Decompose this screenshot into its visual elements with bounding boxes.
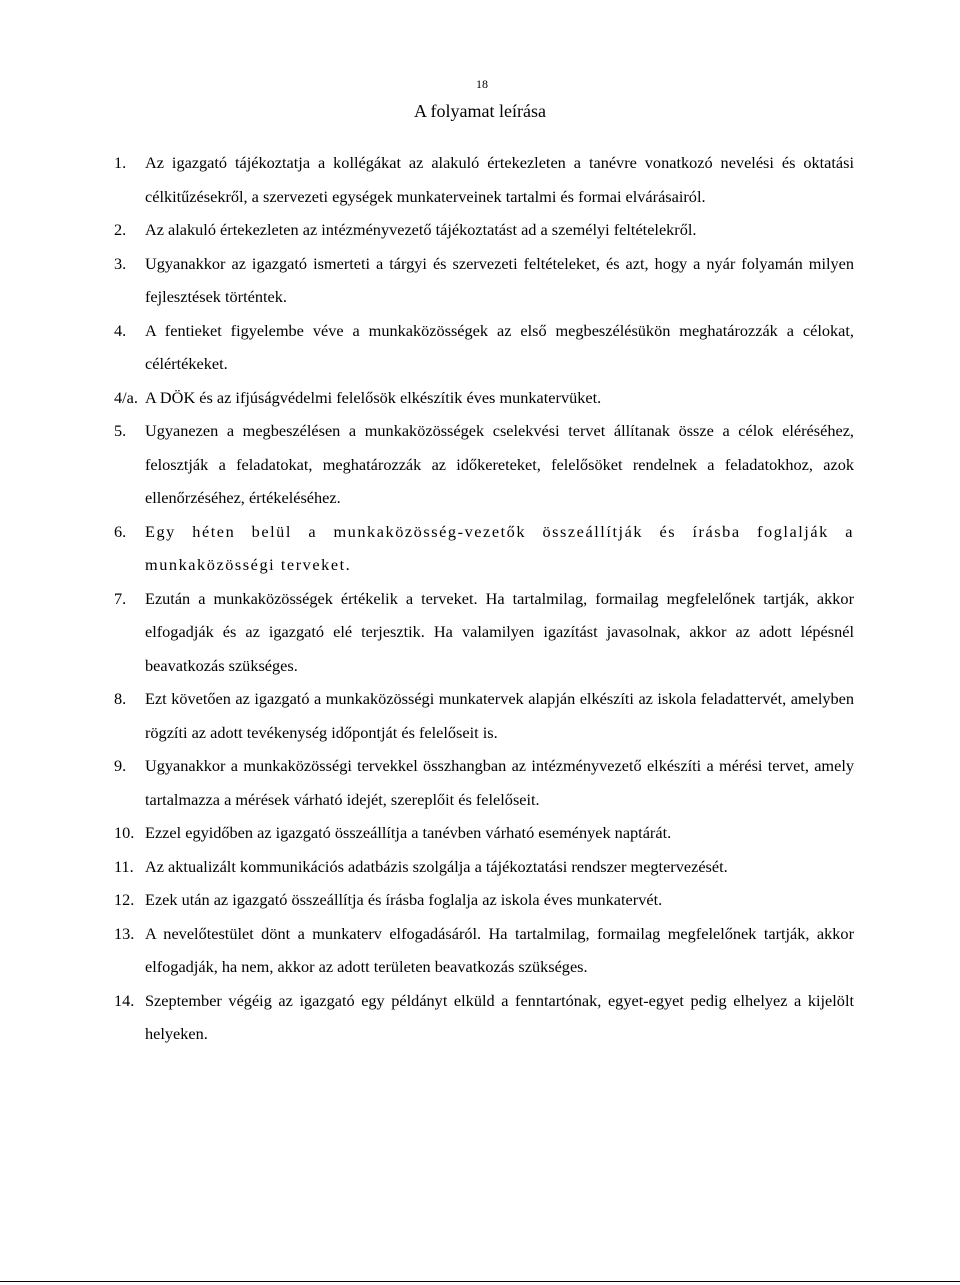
list-item [114, 816, 854, 850]
step-number: 2. [114, 220, 127, 239]
step-text: Ugyanakkor az igazgató ismerteti a tárgyi és szervezeti feltételeket, és azt, hogy a nyár folyamán milyen fejlesztések történtek. [145, 253, 854, 306]
step-text: A fentieket figyelembe véve a munkaközösségek az első megbeszélésükön meghatározzák a célokat, célértékeket. [145, 320, 854, 373]
step-number: 6. [114, 521, 127, 541]
list-item [114, 850, 854, 884]
process-steps-list [114, 146, 854, 1051]
step-text: Az aktualizált kommunikációs adatbázis szolgálja a tájékoztatási rendszer megtervezését. [145, 856, 728, 876]
step-text: Ezzel egyidőben az igazgató összeállítja a tanévben várható események naptárát. [145, 823, 672, 842]
page-number: 18 [476, 77, 488, 91]
step-number: 13. [114, 923, 135, 943]
step-text: Az alakuló értekezleten az intézményvezető tájékoztatást ad a személyi feltételekről. [145, 220, 697, 239]
step-number: 5. [114, 421, 127, 440]
step-number: 12. [114, 890, 135, 909]
list-item [114, 682, 854, 749]
step-text: Egy héten belül a munkaközösség-vezetők összeállítják és írásba foglalják a munkaközösségi terveket. [145, 521, 854, 574]
list-item [114, 381, 854, 415]
step-text: A DÖK és az ifjúságvédelmi felelősök elkészítik éves munkatervüket. [145, 387, 602, 407]
list-item [114, 984, 854, 1051]
list-item [114, 582, 854, 683]
step-number: 9. [114, 756, 127, 775]
step-number: 8. [114, 689, 127, 708]
step-number: 4. [114, 320, 127, 340]
step-number: 3. [114, 253, 127, 273]
page-bottom-rule [0, 1281, 960, 1282]
list-item [114, 414, 854, 515]
list-item [114, 247, 854, 314]
step-text: Ezt követően az igazgató a munkaközösségi munkatervek alapján elkészíti az iskola feladattervét, amelyben rögzíti az adott tevékenység időpontját és felelőseit is. [145, 689, 854, 742]
list-item [114, 749, 854, 816]
step-number: 10. [114, 823, 135, 842]
step-text: Ugyanakkor a munkaközösségi tervekkel összhangban az intézményvezető elkészíti a mérési tervet, amely tartalmazza a mérések várható idejét, szereplőit és felelőseit. [145, 756, 854, 809]
step-text: Ezek után az igazgató összeállítja és írásba foglalja az iskola éves munkatervét. [145, 890, 663, 909]
list-item [114, 146, 854, 213]
step-text: Ezután a munkaközösségek értékelik a terveket. Ha tartalmilag, formailag megfelelőnek tartják, akkor elfogadják és az igazgató elé terjesztik. Ha valamilyen igazítást javasolnak, akkor az adott lépésnél beavatkozás szükséges. [145, 588, 854, 675]
step-number: 11. [114, 856, 134, 876]
step-text: Szeptember végéig az igazgató egy példányt elküld a fenntartónak, egyet-egyet pedig elhelyez a kijelölt helyeken. [145, 990, 854, 1043]
list-item [114, 515, 854, 582]
step-number: 14. [114, 990, 135, 1010]
list-item [114, 314, 854, 381]
step-text: Az igazgató tájékoztatja a kollégákat az alakuló értekezleten a tanévre vonatkozó nevelési és oktatási célkitűzésekről, a szervezeti egységek munkaterveinek tartalmi és formai elvárásairól. [145, 153, 854, 206]
list-item [114, 883, 854, 917]
step-number: 1. [114, 153, 127, 172]
page-title: A folyamat leírása [414, 101, 546, 121]
list-item [114, 213, 854, 247]
step-text: A nevelőtestület dönt a munkaterv elfogadásáról. Ha tartalmilag, formailag megfelelőnek tartják, akkor elfogadják, ha nem, akkor az adott területen beavatkozás szükséges. [145, 923, 854, 976]
list-item [114, 917, 854, 984]
step-number: 4/a. [114, 387, 138, 407]
step-number: 7. [114, 588, 127, 608]
step-text: Ugyanezen a megbeszélésen a munkaközösségek cselekvési tervet állítanak össze a célok eléréséhez, felosztják a feladatokat, meghatározzák az időkereteket, felelősöket rendelnek a feladatokhoz, azok ellenőrzéséhez, értékeléséhez. [145, 421, 854, 507]
